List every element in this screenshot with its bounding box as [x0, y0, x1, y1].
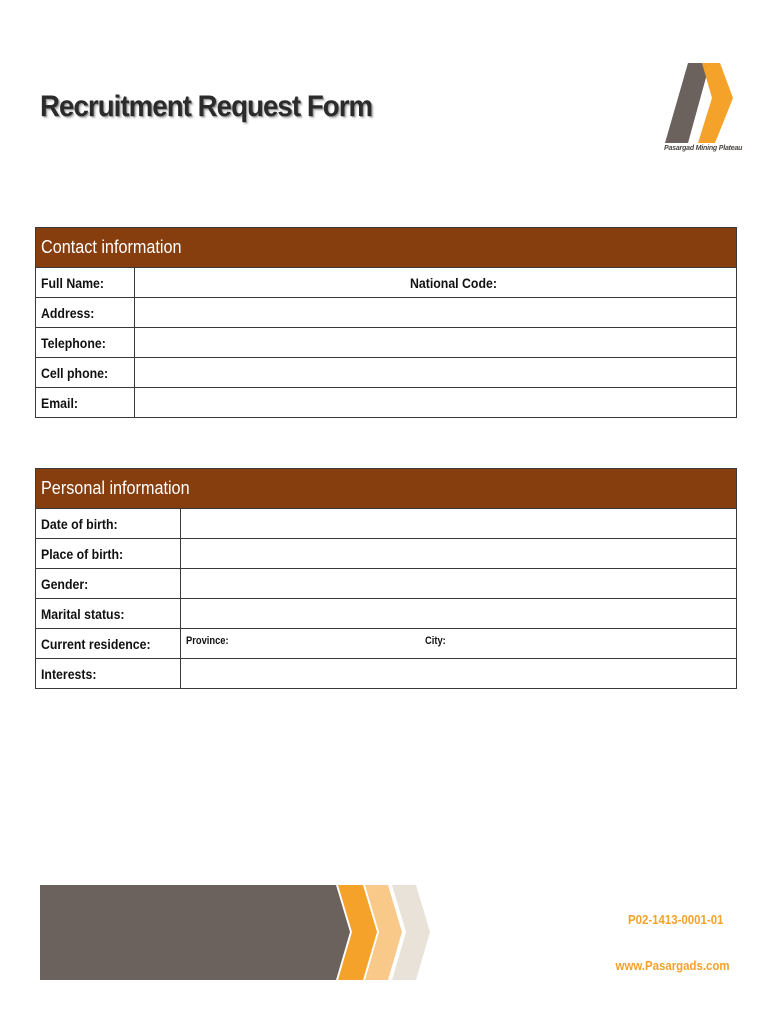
marital-status-row — [36, 598, 736, 628]
date-of-birth-row — [36, 508, 736, 538]
personal-section-header — [36, 468, 736, 508]
gender-row — [36, 568, 736, 598]
email-row — [36, 387, 736, 417]
marital-status-field[interactable] — [181, 599, 736, 628]
current-residence-label: Current residence: — [36, 629, 181, 658]
interests-row — [36, 658, 736, 688]
page-title: Recruitment Request Form — [40, 90, 373, 123]
interests-label: Interests: — [36, 659, 181, 688]
address-field[interactable] — [135, 298, 736, 327]
email-field[interactable] — [135, 388, 736, 417]
interests-field[interactable] — [181, 659, 736, 688]
telephone-label: Telephone: — [36, 328, 135, 357]
full-name-field[interactable] — [135, 268, 736, 297]
website-link[interactable]: www.Pasargads.com — [615, 958, 730, 973]
personal-section — [35, 468, 737, 689]
city-label: City: — [425, 635, 446, 647]
footer-gray-band — [40, 885, 350, 980]
document-code: P02-1413-0001-01 — [627, 912, 723, 927]
full-name-label: Full Name: — [36, 268, 135, 297]
gender-field[interactable] — [181, 569, 736, 598]
full-name-row — [36, 267, 736, 297]
current-residence-row — [36, 628, 736, 658]
gender-label: Gender: — [36, 569, 181, 598]
place-of-birth-label: Place of birth: — [36, 539, 181, 568]
footer-banner — [40, 885, 440, 980]
email-label: Email: — [36, 388, 135, 417]
cell-phone-label: Cell phone: — [36, 358, 135, 387]
current-residence-field[interactable] — [181, 629, 736, 658]
cell-phone-row — [36, 357, 736, 387]
personal-heading: Personal information — [41, 478, 190, 498]
date-of-birth-field[interactable] — [181, 509, 736, 538]
place-of-birth-field[interactable] — [181, 539, 736, 568]
date-of-birth-label: Date of birth: — [36, 509, 181, 538]
place-of-birth-row — [36, 538, 736, 568]
company-logo — [660, 58, 743, 158]
address-row — [36, 297, 736, 327]
cell-phone-field[interactable] — [135, 358, 736, 387]
contact-heading: Contact information — [41, 237, 182, 257]
address-label: Address: — [36, 298, 135, 327]
contact-section-header — [36, 227, 736, 267]
telephone-row — [36, 327, 736, 357]
logo-caption: Pasargad Mining Plateau — [664, 145, 743, 152]
national-code-label: National Code: — [410, 275, 497, 291]
marital-status-label: Marital status: — [36, 599, 181, 628]
contact-section — [35, 227, 737, 418]
province-label: Province: — [186, 635, 229, 647]
telephone-field[interactable] — [135, 328, 736, 357]
